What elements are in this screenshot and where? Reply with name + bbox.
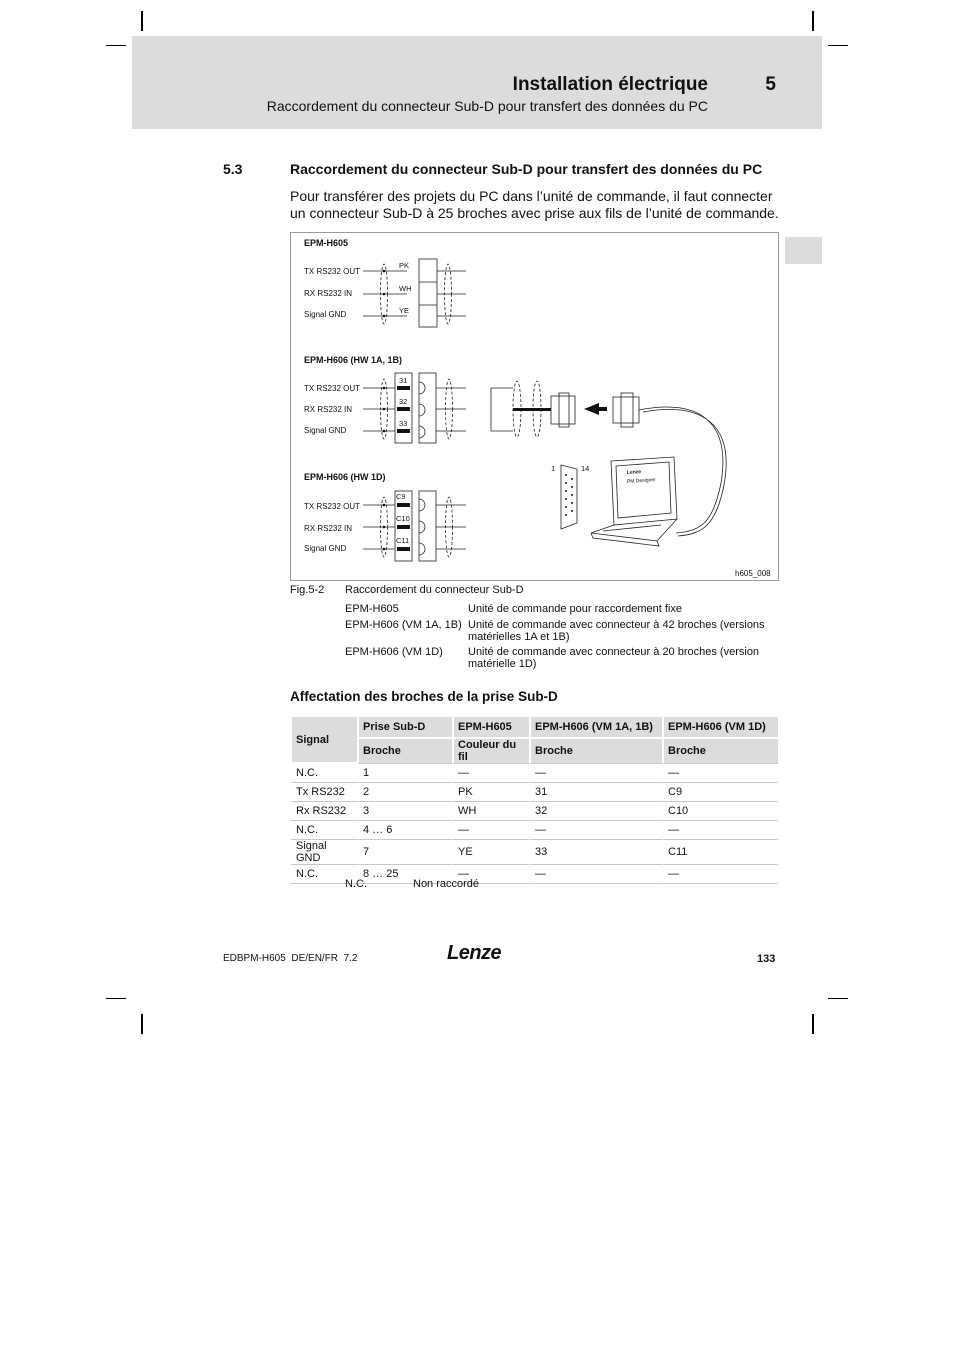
diagram-title-h606-ab: EPM-H606 (HW 1A, 1B) bbox=[304, 355, 403, 365]
table-cell: N.C. bbox=[290, 865, 357, 884]
laptop-brand: Lenze bbox=[626, 469, 642, 476]
crop-mark bbox=[141, 1014, 143, 1034]
signal-label-rx: RX RS232 IN bbox=[304, 524, 353, 533]
table-row bbox=[290, 840, 778, 865]
legend-term: EPM-H606 (VM 1D) bbox=[345, 646, 443, 658]
subd-pin-label-14: 14 bbox=[581, 464, 590, 473]
legend-desc: Unité de commande avec connecteur à 42 broches (versions matérielles 1A et 1B) bbox=[468, 619, 765, 643]
crop-mark bbox=[812, 11, 814, 31]
signal-label-rx: RX RS232 IN bbox=[304, 405, 353, 414]
brand-logo: Lenze bbox=[447, 942, 502, 964]
crop-mark bbox=[812, 1014, 814, 1034]
laptop-screen-text: PM Designer bbox=[626, 476, 656, 485]
table-cell: WH bbox=[452, 802, 529, 821]
pin-label-31: 31 bbox=[399, 376, 408, 385]
chapter-title: Installation électrique bbox=[512, 74, 708, 95]
side-tab bbox=[785, 237, 822, 264]
signal-label-tx: TX RS232 OUT bbox=[304, 502, 361, 511]
table-cell: C11 bbox=[662, 840, 778, 865]
table-header-cell: EPM-H605 bbox=[452, 717, 529, 739]
pin-assignment-table bbox=[290, 717, 778, 884]
abbreviation-term: N.C. bbox=[345, 878, 367, 890]
table-cell: Rx RS232 bbox=[290, 802, 357, 821]
wiring-figure bbox=[290, 232, 779, 581]
signal-label-gnd: Signal GND bbox=[304, 426, 347, 435]
signal-label-gnd: Signal GND bbox=[304, 310, 347, 319]
pin-label-32: 32 bbox=[399, 397, 408, 406]
footer-document-code: EDBPM-H605 DE/EN/FR 7.2 bbox=[223, 953, 358, 964]
pin-label-33: 33 bbox=[399, 419, 408, 428]
wire-label-pk: PK bbox=[399, 261, 410, 270]
table-header-cell: Couleur du fil bbox=[452, 739, 529, 764]
table-cell: N.C. bbox=[290, 764, 357, 783]
table-row bbox=[290, 764, 778, 783]
abbreviation-desc: Non raccordé bbox=[413, 878, 480, 890]
section-number: 5.3 bbox=[223, 161, 243, 177]
diagram-title-h605: EPM-H605 bbox=[304, 238, 349, 248]
wire-label-ye: YE bbox=[399, 306, 410, 315]
table-cell: 33 bbox=[529, 840, 662, 865]
crop-mark bbox=[106, 998, 126, 999]
table-cell: — bbox=[452, 865, 529, 884]
table-row bbox=[290, 821, 778, 840]
subd-pin-label-1: 1 bbox=[551, 464, 556, 473]
legend-desc: Unité de commande avec connecteur à 20 broches (version matérielle 1D) bbox=[468, 646, 760, 670]
table-cell: N.C. bbox=[290, 821, 357, 840]
pin-label-c10: C10 bbox=[396, 514, 410, 523]
signal-label-tx: TX RS232 OUT bbox=[304, 267, 361, 276]
table-header-cell: EPM-H606 (VM 1D) bbox=[662, 717, 778, 739]
table-cell: 4 … 6 bbox=[357, 821, 452, 840]
table-heading: Affectation des broches de la prise Sub-D bbox=[290, 689, 558, 704]
figure-code: h605_008 bbox=[735, 569, 771, 578]
table-row bbox=[290, 783, 778, 802]
table-cell: — bbox=[529, 764, 662, 783]
table-header-cell: Broche bbox=[357, 739, 452, 764]
crop-mark bbox=[828, 45, 848, 46]
chapter-subtitle: Raccordement du connecteur Sub-D pour transfert des données du PC bbox=[266, 98, 708, 114]
table-cell: 8 … 25 bbox=[357, 865, 452, 884]
signal-label-gnd: Signal GND bbox=[304, 544, 347, 553]
page-header bbox=[132, 36, 822, 129]
page-number: 133 bbox=[757, 953, 776, 965]
table-header-row bbox=[290, 717, 778, 739]
table-cell: 7 bbox=[357, 840, 452, 865]
table-cell: 2 bbox=[357, 783, 452, 802]
table-header-cell: Prise Sub-D bbox=[357, 717, 452, 739]
legend-term: EPM-H606 (VM 1A, 1B) bbox=[345, 619, 462, 631]
table-cell: 1 bbox=[357, 764, 452, 783]
table-cell: C10 bbox=[662, 802, 778, 821]
table-cell: PK bbox=[452, 783, 529, 802]
pin-label-c11: C11 bbox=[396, 536, 410, 545]
table-cell: Tx RS232 bbox=[290, 783, 357, 802]
crop-mark bbox=[106, 45, 126, 46]
table-header-cell: EPM-H606 (VM 1A, 1B) bbox=[529, 717, 662, 739]
table-cell: — bbox=[529, 865, 662, 884]
chapter-number: 5 bbox=[765, 74, 776, 95]
signal-label-tx: TX RS232 OUT bbox=[304, 384, 361, 393]
pin-label-c9: C9 bbox=[396, 492, 406, 501]
legend-term: EPM-H605 bbox=[345, 603, 399, 615]
crop-mark bbox=[828, 998, 848, 999]
table-cell: — bbox=[452, 764, 529, 783]
diagram-title-h606-d: EPM-H606 (HW 1D) bbox=[304, 472, 386, 482]
legend-desc: Unité de commande pour raccordement fixe bbox=[468, 603, 682, 615]
wire-label-wh: WH bbox=[399, 284, 412, 293]
table-cell: — bbox=[662, 821, 778, 840]
figure-caption: Raccordement du connecteur Sub-D bbox=[345, 584, 524, 596]
wiring-diagram bbox=[291, 233, 778, 580]
intro-paragraph: Pour transférer des projets du PC dans l’unité de commande, il faut connecter un connecteur Sub-D à 25 broches avec prise aux fils de l’unité de commande. bbox=[290, 188, 779, 221]
table-cell: — bbox=[662, 865, 778, 884]
table-cell: 3 bbox=[357, 802, 452, 821]
table-header-cell: Broche bbox=[529, 739, 662, 764]
table-cell: YE bbox=[452, 840, 529, 865]
table-header-cell: Signal bbox=[290, 717, 357, 764]
figure-label: Fig.5-2 bbox=[290, 584, 325, 596]
table-row bbox=[290, 802, 778, 821]
table-cell: — bbox=[452, 821, 529, 840]
crop-mark bbox=[141, 11, 143, 31]
table-cell: 32 bbox=[529, 802, 662, 821]
table-cell: Signal GND bbox=[290, 840, 357, 865]
table-cell: — bbox=[662, 764, 778, 783]
section-title: Raccordement du connecteur Sub-D pour transfert des données du PC bbox=[290, 161, 763, 177]
table-cell: — bbox=[529, 821, 662, 840]
table-header-cell: Broche bbox=[662, 739, 778, 764]
table-subheader-row bbox=[290, 739, 778, 764]
table-cell: C9 bbox=[662, 783, 778, 802]
signal-label-rx: RX RS232 IN bbox=[304, 289, 353, 298]
table-cell: 31 bbox=[529, 783, 662, 802]
